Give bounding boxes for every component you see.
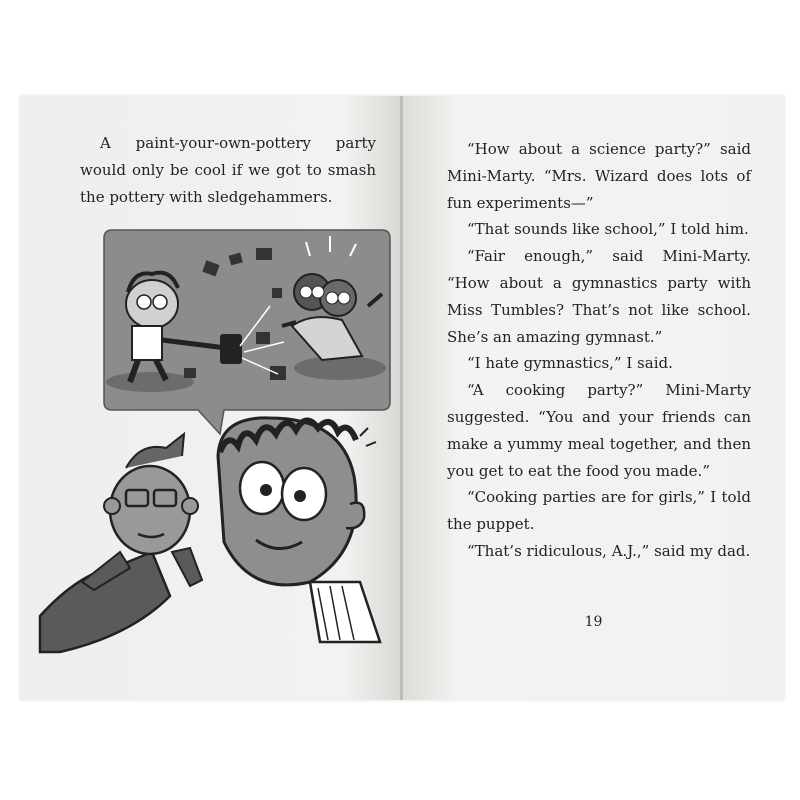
left-page <box>20 96 402 700</box>
cartoon-illustration-icon <box>20 96 402 700</box>
page-number: 19 <box>584 614 603 630</box>
paragraph: “That’s ridiculous, A.J.,” said my dad. <box>467 541 751 560</box>
paragraph: “Cooking parties are for girls,” I told the puppet. <box>447 488 751 534</box>
right-text <box>447 136 751 565</box>
right-page <box>403 96 784 700</box>
paragraph: “That sounds like school,” I told him. <box>467 220 749 239</box>
paragraph: “I hate gymnastics,” I said. <box>467 354 673 373</box>
paragraph: “How about a science party?” said Mini-Marty. “Mrs. Wizard does lots of fun experiments—” <box>447 140 751 212</box>
open-book <box>20 96 784 700</box>
left-paragraph: A paint-your-own-pottery party would only be cool if we got to smash the pottery with sledgehammers. <box>80 134 376 206</box>
paragraph: “Fair enough,” said Mini-Marty. “How about a gymnastics party with Miss Tumbles? That’s not like school. She’s an amazing gymnast.” <box>447 247 751 346</box>
paragraph: “A cooking party?” Mini-Marty suggested. “You and your friends can make a yummy meal together, and then you get to eat the food you made.” <box>447 381 751 480</box>
